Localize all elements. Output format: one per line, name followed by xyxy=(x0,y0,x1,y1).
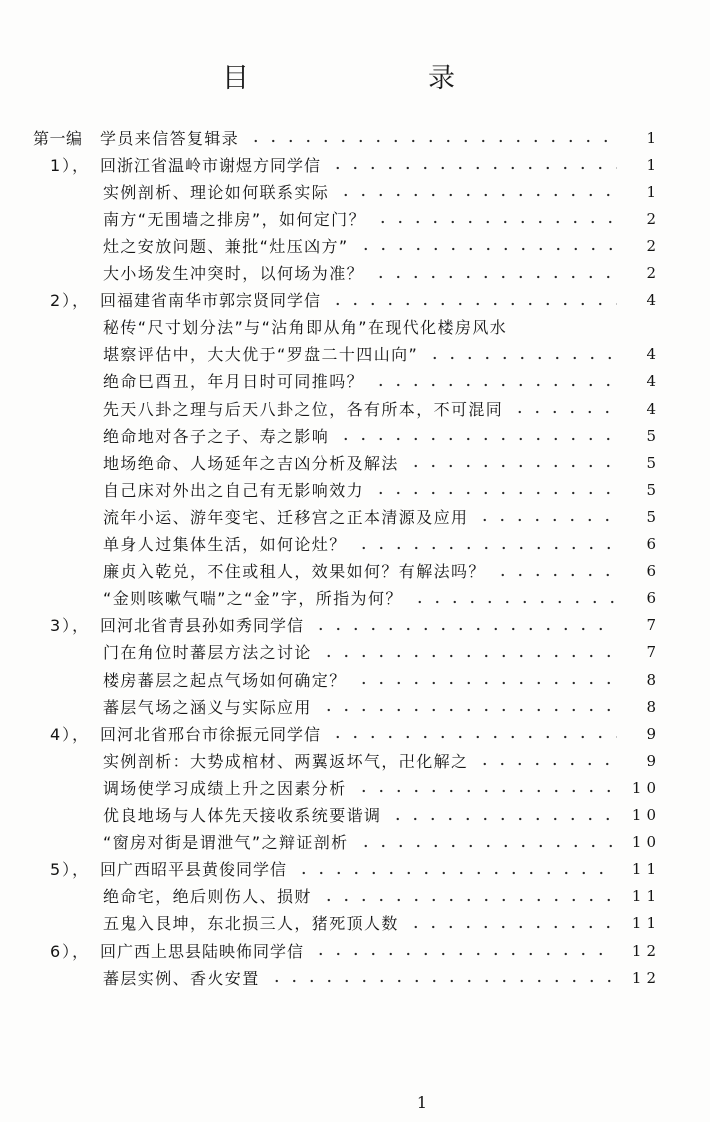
toc-entry-title: 绝命巳酉丑，年月日时可同推吗？ xyxy=(103,372,365,392)
toc-entry-label: 1）， xyxy=(50,155,91,175)
toc-entry-title: 南方“无围墙之排房”，如何定门？ xyxy=(103,209,366,229)
toc-entry-page: 1 xyxy=(646,182,661,201)
toc-entry-title: 廉贞入乾兑，不住或租人，效果如何？有解法吗？ xyxy=(103,562,486,582)
toc-entry-title: 楼房蕃层之起点气场如何确定？ xyxy=(103,670,347,690)
toc-entry xyxy=(0,396,710,423)
toc-entry-page: 7 xyxy=(646,616,661,635)
dot-leader xyxy=(295,869,617,877)
toc-entry-title: 灶之安放问题、兼批“灶压凶方” xyxy=(103,236,349,256)
toc-entry xyxy=(0,368,710,395)
toc-entry-title: 门在角位时蕃层方法之讨论 xyxy=(103,643,312,663)
toc-entry xyxy=(0,775,710,802)
toc-entry xyxy=(0,883,710,910)
dot-leader xyxy=(357,245,617,253)
toc-entry xyxy=(0,965,710,992)
toc-entry-page: 6 xyxy=(646,562,661,581)
toc-entry xyxy=(0,829,710,856)
toc-entry-title: “窗房对街是谓泄气”之辩证剖析 xyxy=(103,833,349,853)
toc-entry-page: 8 xyxy=(646,670,661,689)
toc-entry xyxy=(0,585,710,612)
page-number: 1 xyxy=(416,1093,428,1112)
toc-entry-page: 11 xyxy=(631,887,661,906)
dot-leader xyxy=(312,950,617,958)
toc-part-entry xyxy=(0,125,710,152)
toc-entry xyxy=(0,639,710,666)
toc-entry xyxy=(0,558,710,585)
page-title-right-char: 录 xyxy=(428,63,455,94)
toc-entry-title: 地场绝命、人场延年之吉凶分析及解法 xyxy=(103,453,399,473)
toc-entry-page: 1 xyxy=(646,155,661,174)
toc-letter-entry xyxy=(0,721,710,748)
dot-leader xyxy=(357,842,617,850)
toc-entry-page: 11 xyxy=(631,860,661,879)
toc-entry-page: 5 xyxy=(646,480,661,499)
toc-letter-entry xyxy=(0,612,710,639)
toc-entry-title: 回广西上思县陆映佈同学信 xyxy=(100,941,305,961)
toc-entry-title: 先天八卦之理与后天八卦之位，各有所本，不可混同 xyxy=(103,399,504,419)
toc-entry-page: 9 xyxy=(646,751,661,770)
toc-entry-page: 8 xyxy=(646,697,661,716)
toc-entry xyxy=(0,477,710,504)
toc-entry xyxy=(0,233,710,260)
dot-leader xyxy=(312,625,617,633)
toc-entry-title: 回河北省邢台市徐振元同学信 xyxy=(100,724,322,744)
toc-entry-page: 4 xyxy=(646,372,661,391)
toc-entry-page: 4 xyxy=(646,291,661,310)
dot-leader xyxy=(374,218,617,226)
toc-entry-page: 10 xyxy=(631,833,661,852)
toc-entry-title: 单身人过集体生活，如何论灶？ xyxy=(103,535,347,554)
dot-leader xyxy=(372,489,617,497)
toc-entry-page: 5 xyxy=(646,507,661,526)
toc-entry-label: 第一编 xyxy=(33,128,83,148)
toc-entry-title: 大小场发生冲突时，以何场为准？ xyxy=(103,264,365,283)
toc-entry xyxy=(0,260,710,287)
toc-entry-page: 12 xyxy=(631,968,661,987)
dot-leader xyxy=(389,815,617,823)
dot-leader xyxy=(320,706,617,714)
toc-entry-page: 10 xyxy=(631,778,661,797)
dot-leader xyxy=(411,598,617,606)
dot-leader xyxy=(407,462,617,470)
dot-leader xyxy=(476,760,617,768)
toc-entry-title: 蕃层气场之涵义与实际应用 xyxy=(103,697,312,717)
dot-leader xyxy=(247,137,617,145)
toc-entry-page: 2 xyxy=(646,264,661,282)
toc-entry-title: 蕃层实例、香火安置 xyxy=(103,968,260,988)
dot-leader xyxy=(268,977,617,985)
dot-leader xyxy=(426,354,617,362)
dot-leader xyxy=(476,516,617,524)
dot-leader xyxy=(511,408,617,416)
toc-entry xyxy=(0,206,710,233)
page-title-left-char: 目 xyxy=(222,63,249,94)
toc-letter-entry xyxy=(0,287,710,314)
toc-entry-page: 2 xyxy=(646,236,661,255)
dot-leader xyxy=(355,679,617,687)
toc-entry-title: 秘传“尺寸划分法”与“沾角即从角”在现代化楼房风水 xyxy=(103,318,508,338)
toc-entry-page: 5 xyxy=(646,453,661,472)
toc-entry-page: 1 xyxy=(646,128,661,147)
toc-entry xyxy=(0,910,710,937)
toc-entry-page: 6 xyxy=(646,589,661,608)
toc-entry-page: 5 xyxy=(646,426,661,445)
dot-leader xyxy=(320,896,617,904)
toc-entry xyxy=(0,179,710,206)
toc-entry-page: 4 xyxy=(646,345,661,364)
dot-leader xyxy=(337,191,617,199)
toc-entry xyxy=(0,504,710,531)
dot-leader xyxy=(494,571,617,579)
dot-leader xyxy=(407,923,617,931)
dot-leader xyxy=(372,381,617,389)
dot-leader xyxy=(372,273,617,281)
toc-entry xyxy=(0,694,710,721)
toc-entry-title: 调场使学习成绩上升之因素分析 xyxy=(103,778,347,798)
toc-entry xyxy=(0,341,710,368)
toc-entry-label: 5）， xyxy=(50,860,91,880)
toc-entry-title: 学员来信答复辑录 xyxy=(100,128,240,148)
dot-leader xyxy=(355,544,617,552)
dot-leader xyxy=(355,787,617,795)
toc-entry-label: 3）， xyxy=(50,616,91,636)
toc-entry-label: 2）， xyxy=(50,291,91,311)
toc-entry-page: 11 xyxy=(631,914,661,933)
toc-entry-page: 12 xyxy=(631,941,661,960)
toc-entry xyxy=(0,802,710,829)
toc-entry-page: 10 xyxy=(631,806,661,824)
toc-entry-title: 流年小运、游年变宅、迁移宫之正本清源及应用 xyxy=(103,507,469,527)
toc-entry-label: 6）， xyxy=(50,941,91,961)
dot-leader xyxy=(337,435,617,443)
toc-letter-entry xyxy=(0,856,710,883)
toc-entry-page: 2 xyxy=(646,209,661,228)
dot-leader xyxy=(329,733,617,741)
toc-entry-title: 回福建省南华市郭宗贤同学信 xyxy=(100,291,322,311)
dot-leader xyxy=(329,300,617,308)
toc-entry xyxy=(0,531,710,558)
toc-entry-title: 回广西昭平县黄俊同学信 xyxy=(100,860,288,880)
toc-entry-title: 五鬼入艮坤，东北损三人，猪死顶人数 xyxy=(103,914,399,934)
toc-entry-title: 实例剖析、理论如何联系实际 xyxy=(103,182,330,202)
toc-entry-title: 堪察评估中，大大优于“罗盘二十四山向” xyxy=(103,345,419,365)
toc-entry-page: 4 xyxy=(646,399,661,418)
toc-entry-title: 自己床对外出之自己有无影响效力 xyxy=(103,480,365,500)
toc-entry-label: 4）， xyxy=(50,724,91,744)
toc-entry-title: 绝命宅，绝后则伤人、损财 xyxy=(103,887,312,907)
toc-entry xyxy=(0,450,710,477)
toc-entry-title: 优良地场与人体先天接收系统要谐调 xyxy=(103,806,382,825)
toc-entry xyxy=(0,748,710,775)
dot-leader xyxy=(320,652,617,660)
toc-letter-entry xyxy=(0,938,710,965)
toc-entry-title: 实例剖析：大势成棺材、两翼返坏气，卍化解之 xyxy=(103,751,469,771)
toc-entry xyxy=(0,423,710,450)
toc-entry-title: 绝命地对各子之子、寿之影响 xyxy=(103,426,330,446)
toc-letter-entry xyxy=(0,152,710,179)
toc-entry-page: 7 xyxy=(646,643,661,662)
toc-entry-title: 回河北省青县孙如秀同学信 xyxy=(100,616,305,636)
toc-entry xyxy=(0,314,710,341)
toc-entry-title: 回浙江省温岭市谢煜方同学信 xyxy=(100,155,322,175)
dot-leader xyxy=(329,164,617,172)
toc-entry-page: 9 xyxy=(646,724,661,743)
toc-entry xyxy=(0,667,710,694)
toc-entry-page: 6 xyxy=(646,535,661,553)
toc-entry-title: “金则咳嗽气喘”之“金”字，所指为何？ xyxy=(103,589,403,609)
